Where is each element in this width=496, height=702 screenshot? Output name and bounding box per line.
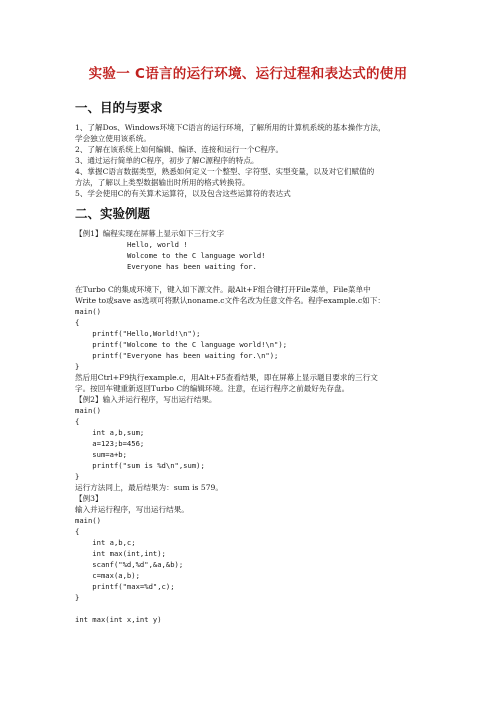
code-line: } (75, 472, 80, 481)
section-heading-examples: 二、实验例题 (75, 206, 151, 221)
goal-line: 4、掌握C语言数据类型，熟悉如何定义一个整型、字符型、实型变量，以及对它们赋值的 (75, 167, 375, 176)
code-line: printf("max=%d",c); (75, 582, 175, 591)
section-heading-goals: 一、目的与要求 (75, 100, 163, 115)
code-line: printf("Wolcome to the C language world!\n"); (75, 340, 288, 349)
goal-line: 2、了解在该系统上如何编辑、编译、连接和运行一个C程序。 (75, 145, 284, 154)
code-line: sum=a+b; (75, 450, 127, 459)
example-1-output-line: Hello, world ! (127, 240, 188, 249)
code-line: scanf("%d,%d",&a,&b); (75, 560, 184, 569)
code-line: { (75, 318, 80, 327)
goal-line: 学会独立使用该系统。 (75, 134, 151, 143)
example-2-title: 【例2】输入并运行程序，写出运行结果。 (75, 395, 217, 404)
example-1-output-line: Everyone has been waiting for. (127, 262, 257, 271)
example-3-description: 输入并运行程序，写出运行结果。 (75, 505, 189, 514)
code-line: printf("Everyone has been waiting for.\n"); (75, 351, 279, 360)
code-line: printf("sum is %d\n",sum); (75, 461, 205, 470)
goal-line: 5、学会使用C的有关算术运算符，以及包含这些运算符的表达式 (75, 189, 291, 198)
code-line: { (75, 527, 80, 536)
code-line: } (75, 362, 80, 371)
example-1-note: 然后用Ctrl+F9执行example.c，用Alt+F5查看结果，即在屏幕上显示题目要求的三行文 (75, 373, 378, 382)
example-2-result: 运行方法同上，最后结果为：sum is 579。 (75, 483, 223, 492)
example-1-description: 在Turbo C的集成环境下，键入如下源文件。敲Alt+F组合键打开File菜单，File菜单中 (75, 285, 371, 294)
example-1-title: 【例1】编程实现在屏幕上显示如下三行文字 (75, 229, 225, 238)
code-line: printf("Hello,World!\n"); (75, 329, 201, 338)
example-3-title: 【例3】 (75, 494, 103, 503)
code-line: c=max(a,b); (75, 571, 140, 580)
code-line: int a,b,c; (75, 538, 136, 547)
example-1-output-line: Wolcome to the C language world! (127, 251, 266, 260)
code-line: a=123;b=456; (75, 439, 145, 448)
code-line: { (75, 417, 80, 426)
goal-line: 1、了解Dos、Windows环境下C语言的运行环境，了解所用的计算机系统的基本操作方法， (75, 123, 386, 132)
code-line: int max(int x,int y) (75, 615, 162, 624)
document-title: 实验一 C语言的运行环境、运行过程和表达式的使用 (88, 66, 408, 82)
code-line: main() (75, 406, 101, 415)
example-1-description: Write to或save as选项可将默认noname.c文件名改为任意文件名。程序example.c如下： (75, 296, 386, 305)
code-line: } (75, 593, 80, 602)
code-line: int max(int,int); (75, 549, 166, 558)
goal-line: 3、通过运行简单的C程序，初步了解C源程序的特点。 (75, 156, 259, 165)
code-line: int a,b,sum; (75, 428, 145, 437)
code-line: main() (75, 516, 101, 525)
code-line: main() (75, 307, 101, 316)
example-1-note: 字。按回车键重新返回Turbo C的编辑环境。注意，在运行程序之前最好先存盘。 (75, 384, 350, 393)
goal-line: 方法，了解以上类型数据输出时所用的格式转换符。 (75, 178, 250, 187)
